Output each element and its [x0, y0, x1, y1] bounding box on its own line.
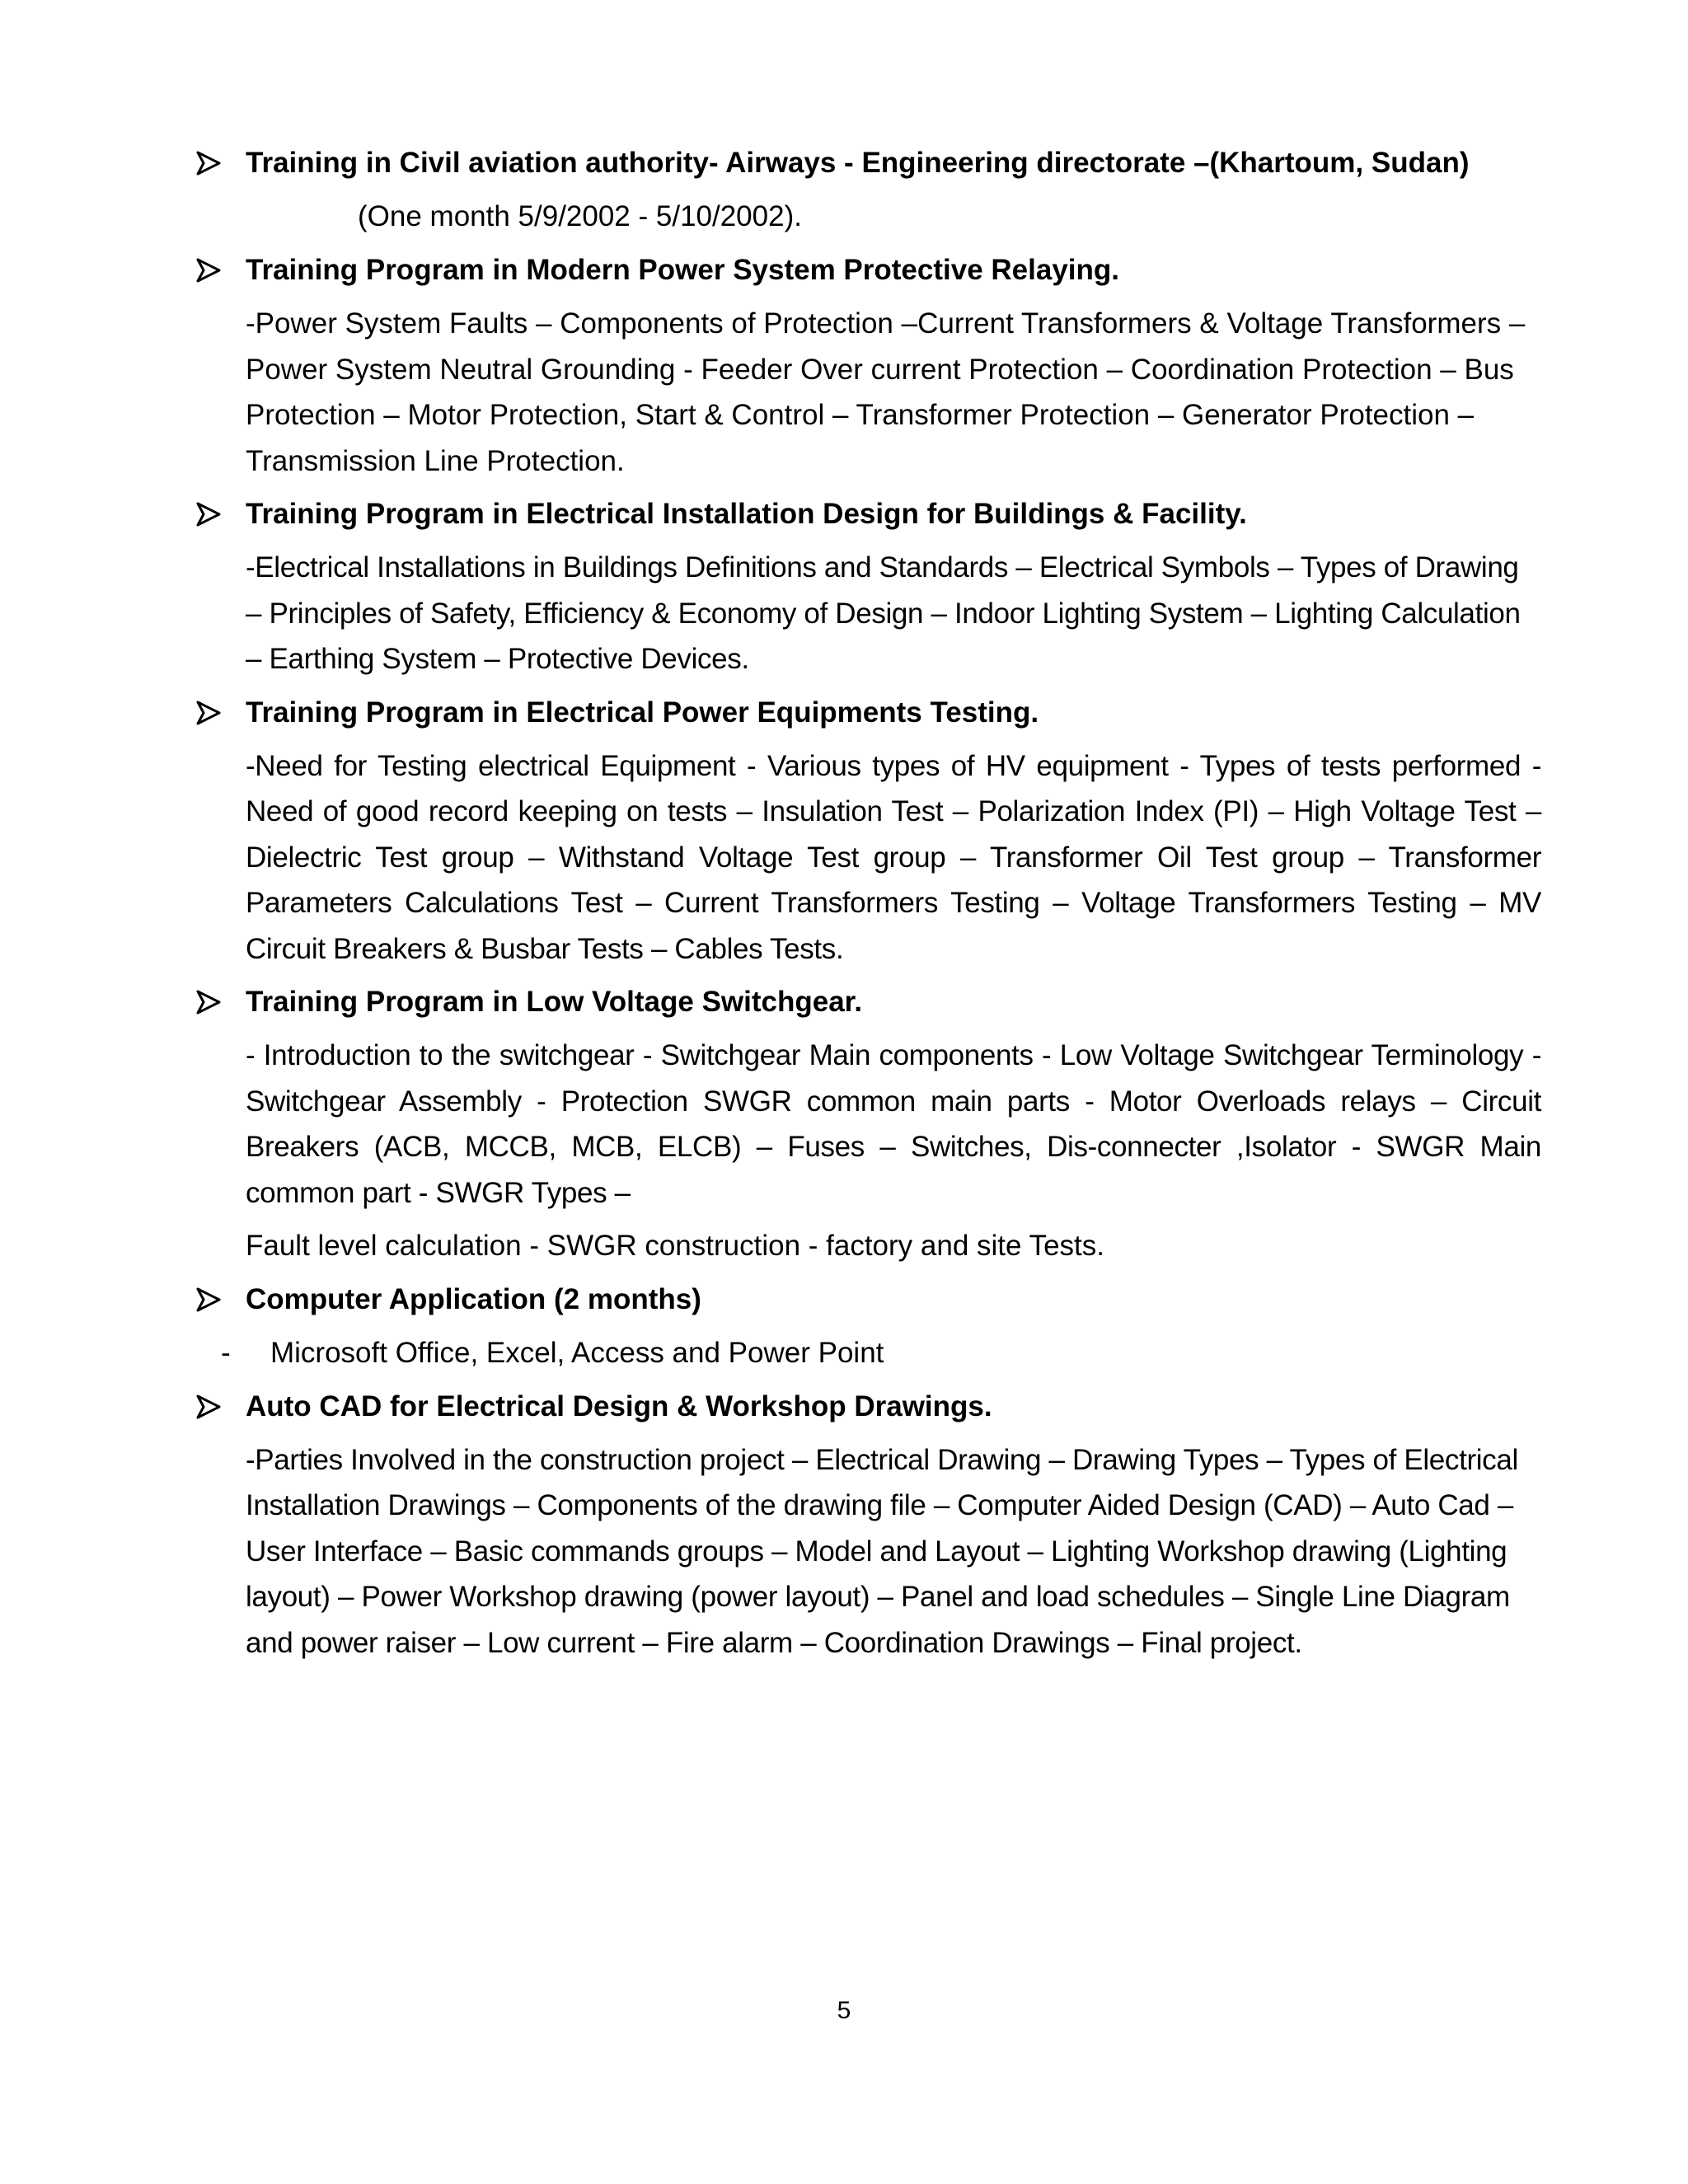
section-heading-protective-relaying — [196, 247, 1541, 293]
section-heading-autocad — [196, 1384, 1541, 1430]
section-body-lv-switchgear: - Introduction to the switchgear - Switchgear Main components - Low Voltage Switchgear Terminology - Switchgear Assembly - Protection SWGR common main parts - Motor Overloads relays – Circuit Breakers (ACB, MCCB, MCB, ELCB) – Fuses – Switches, Dis-connecter ,Isolator - SWGR Main common part - SWGR Types – — [246, 1039, 1541, 1209]
list-item-text: Microsoft Office, Excel, Access and Power Point — [270, 1336, 884, 1369]
section-heading-text: Auto CAD for Electrical Design & Workshop Drawings. — [246, 1390, 992, 1422]
arrow-bullet-icon — [196, 979, 224, 1025]
page-number: 5 — [837, 1997, 851, 2024]
arrow-bullet-icon — [196, 690, 224, 736]
section-heading-equipment-testing — [196, 690, 1541, 736]
section-heading-lv-switchgear — [196, 979, 1541, 1025]
section-extra-lv-switchgear: Fault level calculation - SWGR construction - factory and site Tests. — [246, 1230, 1104, 1262]
arrow-bullet-icon — [196, 140, 224, 186]
arrow-bullet-icon — [196, 247, 224, 293]
section-heading-civil-aviation — [196, 140, 1541, 186]
section-heading-text: Computer Application (2 months) — [246, 1282, 701, 1315]
section-body-autocad: -Parties Involved in the construction project – Electrical Drawing – Drawing Types – Types of Electrical Installation Drawings – Components of the drawing file – Computer Aided Design (CAD) – Auto Cad – User Interface – Basic commands groups – Model and Layout – Lighting Workshop drawing (Lighting layout) – Power Workshop drawing (power layout) – Panel and load schedules – Single Line Diagram and power raiser – Low current – Fire alarm – Coordination Drawings – Final project. — [246, 1443, 1518, 1659]
section-body-equipment-testing: -Need for Testing electrical Equipment - Various types of HV equipment - Types of tests performed - Need of good record keeping on tests – Insulation Test – Polarization Index (PI) – High Voltage Test – Dielectric Test group – Withstand Voltage Test group – Transformer Oil Test group – Transformer Parameters Calculations Test – Current Transformers Testing – Voltage Transformers Testing – MV Circuit Breakers & Busbar Tests – Cables Tests. — [246, 749, 1541, 965]
arrow-bullet-icon — [196, 1384, 224, 1430]
section-heading-computer-application — [196, 1277, 1541, 1323]
section-heading-text: Training Program in Electrical Installation Design for Buildings & Facility. — [246, 498, 1247, 530]
arrow-bullet-icon — [196, 1277, 224, 1323]
section-body-installation-design: -Electrical Installations in Buildings Definitions and Standards – Electrical Symbols – Types of Drawing – Principles of Safety, Efficiency & Economy of Design – Indoor Lighting System – Lighting Calculation – Earthing System – Protective Devices. — [246, 551, 1521, 675]
section-heading-text: Training in Civil aviation authority- Airways - Engineering directorate –(Khartoum, Sudan) — [246, 147, 1470, 179]
list-item — [196, 1330, 1541, 1376]
section-heading-text: Training Program in Low Voltage Switchgear. — [246, 986, 863, 1018]
section-heading-text: Training Program in Modern Power System Protective Relaying. — [246, 254, 1119, 286]
section-heading-installation-design — [196, 491, 1541, 537]
training-list — [196, 140, 1541, 1673]
section-body-protective-relaying: -Power System Faults – Components of Protection –Current Transformers & Voltage Transformers – Power System Neutral Grounding - Feeder Over current Protection – Coordination Protection – Bus Protection – Motor Protection, Start & Control – Transformer Protection – Generator Protection – Transmission Line Protection. — [246, 307, 1526, 477]
section-heading-text: Training Program in Electrical Power Equipments Testing. — [246, 696, 1039, 729]
dash-bullet: - — [221, 1336, 231, 1369]
arrow-bullet-icon — [196, 491, 224, 537]
training-date: (One month 5/9/2002 - 5/10/2002). — [358, 200, 802, 232]
